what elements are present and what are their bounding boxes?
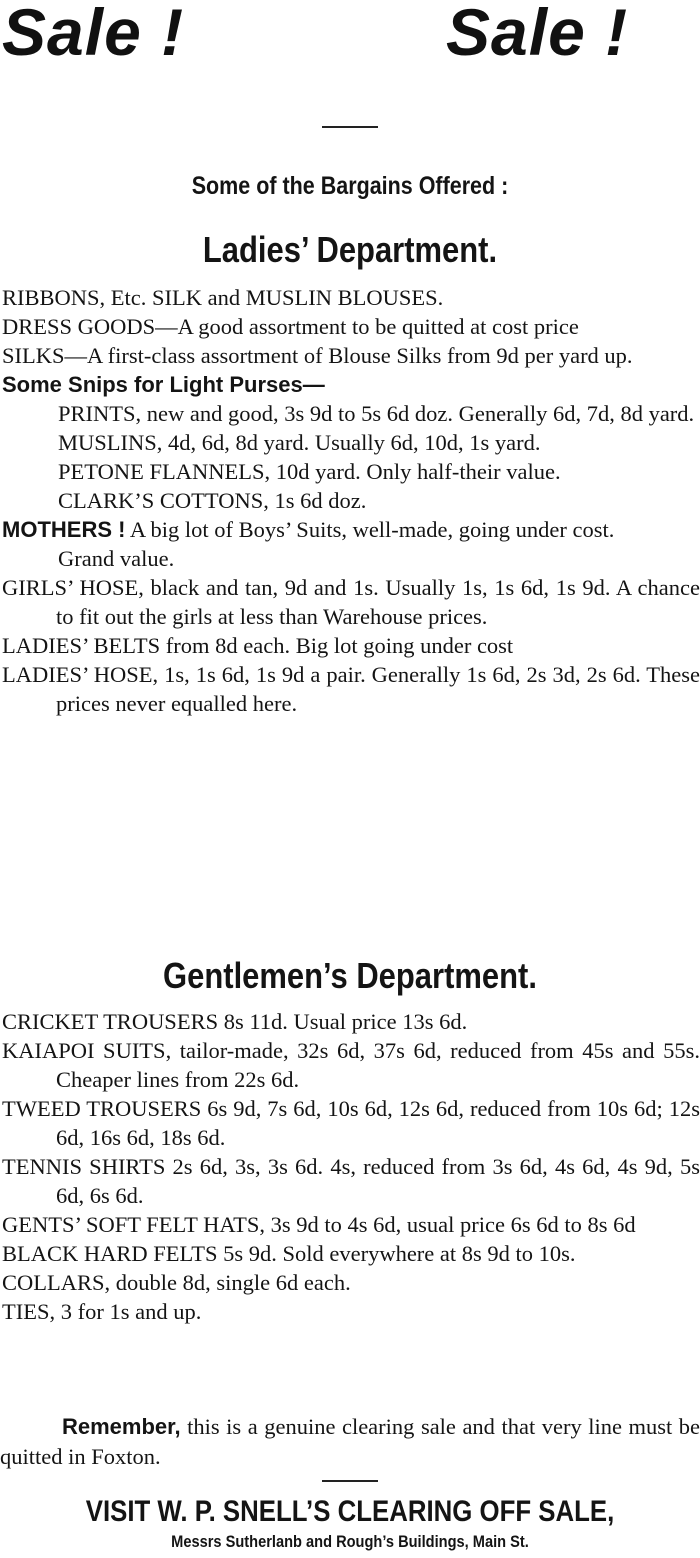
list-item: TWEED TROUSERS 6s 9d, 7s 6d, 10s 6d, 12s 6d, reduced from 10s 6d; 12s 6d, 16s 6d, 18s 6d. (2, 1096, 700, 1150)
gentlemen-department-title: Gentlemen’s Department. (163, 955, 537, 996)
visit-footer: VISIT W. P. SNELL’S CLEARING OFF SALE, (85, 1495, 615, 1528)
list-item: LADIES’ BELTS from 8d each. Big lot going under cost (2, 633, 514, 658)
ladies-department-title: Ladies’ Department. (202, 229, 498, 270)
list-item-text: CLARK’S COTTONS, 1s 6d doz. (58, 488, 367, 513)
remember-text: this is a genuine clearing sale and that very line must be quitted in Foxton. (0, 1414, 700, 1469)
sale-heading-left: Sale ! (2, 0, 185, 69)
mothers-text: A big lot of Boys’ Suits, well-made, going under cost. (125, 517, 615, 542)
list-item: TIES, 3 for 1s and up. (2, 1299, 202, 1324)
list-item: GIRLS’ HOSE, black and tan, 9d and 1s. Usually 1s, 1s 6d, 1s 9d. A chance to fit out the girls at less than Warehouse prices. (2, 575, 700, 629)
list-item (0, 486, 700, 515)
gentlemen-items (0, 1007, 700, 1326)
list-item: SILKS—A first-class assortment of Blouse Silks from 9d per yard up. (2, 343, 633, 368)
list-item: KAIAPOI SUITS, tailor-made, 32s 6d, 37s 6d, reduced from 45s and 55s. Cheaper lines from 22s 6d. (2, 1038, 700, 1092)
list-item: BLACK HARD FELTS 5s 9d. Sold everywhere at 8s 9d to 10s. (2, 1241, 576, 1266)
list-item: GENTS’ SOFT FELT HATS, 3s 9d to 4s 6d, usual price 6s 6d to 8s 6d (2, 1212, 636, 1237)
address-line: Messrs Sutherlanb and Rough’s Buildings, Main St. (171, 1532, 529, 1551)
snips-heading-text: Some Snips for Light Purses— (2, 372, 325, 397)
list-item: LADIES’ HOSE, 1s, 1s 6d, 1s 9d a pair. Generally 1s 6d, 2s 3d, 2s 6d. These prices never equalled here. (2, 662, 700, 716)
mothers-item (0, 515, 700, 544)
remember-lead: Remember, (62, 1414, 181, 1439)
list-item: PETONE FLANNELS, 10d yard. Only half-their value. (58, 459, 561, 484)
list-item: RIBBONS, Etc. SILK and MUSLIN BLOUSES. (2, 285, 444, 310)
snips-heading (0, 370, 700, 399)
remember-notice (0, 1412, 700, 1472)
list-item: CRICKET TROUSERS 8s 11d. Usual price 13s 6d. (2, 1009, 468, 1034)
list-item: PRINTS, new and good, 3s 9d to 5s 6d doz. Generally 6d, 7d, 8d yard. (58, 401, 695, 426)
bargains-subheading: Some of the Bargains Offered : (191, 172, 509, 200)
divider-bottom (322, 1480, 378, 1482)
mothers-lead: MOTHERS ! (2, 517, 126, 542)
list-item: Grand value. (58, 546, 175, 571)
remember-paragraph (0, 1412, 700, 1472)
divider-top (322, 126, 378, 128)
list-item: MUSLINS, 4d, 6d, 8d yard. Usually 6d, 10d, 1s yard. (58, 430, 541, 455)
list-item: DRESS GOODS—A good assortment to be quitted at cost price (2, 314, 579, 339)
list-item: TENNIS SHIRTS 2s 6d, 3s, 3s 6d. 4s, reduced from 3s 6d, 4s 6d, 4s 9d, 5s 6d, 6s 6d. (2, 1154, 700, 1208)
ladies-items (0, 283, 700, 718)
sale-heading-right: Sale ! (446, 0, 629, 69)
list-item: COLLARS, double 8d, single 6d each. (2, 1270, 351, 1295)
